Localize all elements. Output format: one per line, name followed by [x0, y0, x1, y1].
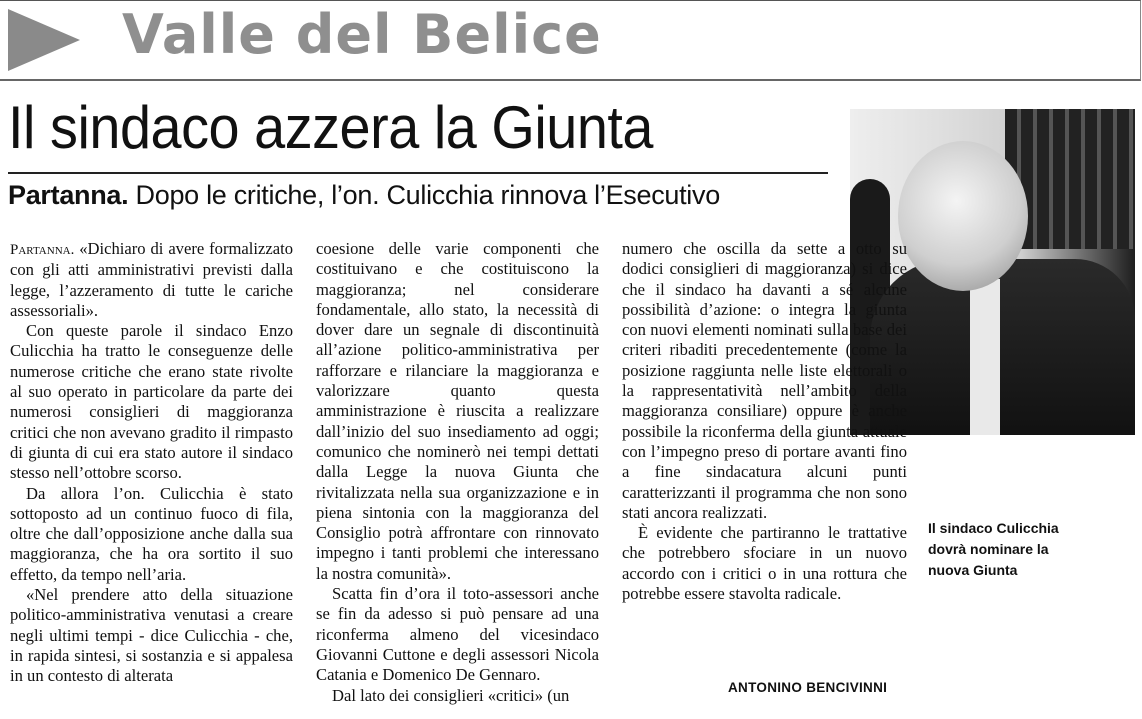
- article-paragraph: Con queste parole il sindaco Enzo Culicchia ha tratto le conseguenze delle numerose critiche che erano state rivolte al suo operato in particolare da parte dei numerosi consiglieri di maggioranza critici che non avevano gradito il rimpasto di giunta di cui era stato autore il sindaco stesso nell’ottobre scorso.: [10, 321, 293, 483]
- subhead-text: Dopo le critiche, l’on. Culicchia rinnova l’Esecutivo: [128, 180, 720, 210]
- subhead-location: Partanna.: [8, 180, 129, 210]
- photo-caption: Il sindaco Culicchia dovrà nominare la nuova Giunta: [928, 520, 1059, 578]
- arrow-icon: [8, 9, 80, 71]
- article-paragraph: È evidente che partiranno le trattative che potrebbero sfociare in un nuovo accordo con i critici o in una rottura che potrebbe essere stavolta radicale.: [622, 523, 907, 604]
- article-column-3: [622, 239, 907, 604]
- article-paragraph: numero che oscilla da sette a otto su dodici consiglieri di maggioranza) si dice che il sindaco ha davanti a sé alcune possibilità d’azione: o integra la giunta con nuovi elementi nominati sulla base dei criteri ribaditi precedentemente (come la posizione raggiunta nelle liste elettorali o la rappresentatività nell’ambito della maggioranza consiliare) oppure è anche possibile la riconferma della giunta attuale con l’impegno preso di portare avanti fino a fine sindacatura alcuni punti caratterizzanti il programma che non sono stati ancora realizzati.: [622, 239, 907, 522]
- section-header: [0, 0, 1141, 81]
- headline: Il sindaco azzera la Giunta: [8, 94, 654, 161]
- subheadline: [8, 178, 720, 212]
- article-paragraph: Partanna. «Dichiaro di avere formalizzato con gli atti amministrativi previsti dalla legge, l’azzeramento di tutte le cariche assessoriali».: [10, 239, 293, 320]
- section-title: Valle del Belice: [122, 3, 602, 66]
- article-paragraph: Scatta fin d’ora il toto-assessori anche se fin da adesso si può pensare ad una riconferma almeno del vicesindaco Giovanni Cuttone e degli assessori Nicola Catania e Domenico De Gennaro.: [316, 584, 599, 685]
- byline: ANTONINO BENCIVINNI: [728, 680, 888, 695]
- article-paragraph: «Nel prendere atto della situazione politico-amministrativa venutasi a creare negli ultimi tempi - dice Culicchia - che, in rapida sintesi, si sostanzia e si appalesa in un contesto di alterata: [10, 585, 293, 686]
- dateline: Partanna.: [10, 242, 75, 258]
- article-paragraph: coesione delle varie componenti che costituivano e che costituiscono la maggioranza; nel considerare fondamentale, allo stato, la necessità di dover dare un segnale di discontinuità all’azione politico-amministrativa per rafforzare e rilanciare la maggioranza e valorizzare quanto questa amministrazione è riuscita a realizzare dall’inizio del suo insediamento ad oggi; comunico che nominerò nei tempi dettati dalla Legge la nuova Giunta che rivitalizzata nella sua organizzazione e in piena sintonia con la maggioranza del Consiglio potrà affrontare con rinnovato impegno i tanti problemi che interessano la nostra comunità».: [316, 239, 599, 583]
- article-column-2: [316, 239, 599, 706]
- article-column-1: [10, 239, 293, 687]
- article-paragraph: Dal lato dei consiglieri «critici» (un: [332, 685, 570, 705]
- article-paragraph: Da allora l’on. Culicchia è stato sottoposto ad un continuo fuoco di fila, oltre che dall’opposizione anche dalla sua maggioranza, che ha ora sortito il suo effetto, da tempo nell’aria.: [10, 483, 293, 584]
- headline-divider: [8, 172, 828, 174]
